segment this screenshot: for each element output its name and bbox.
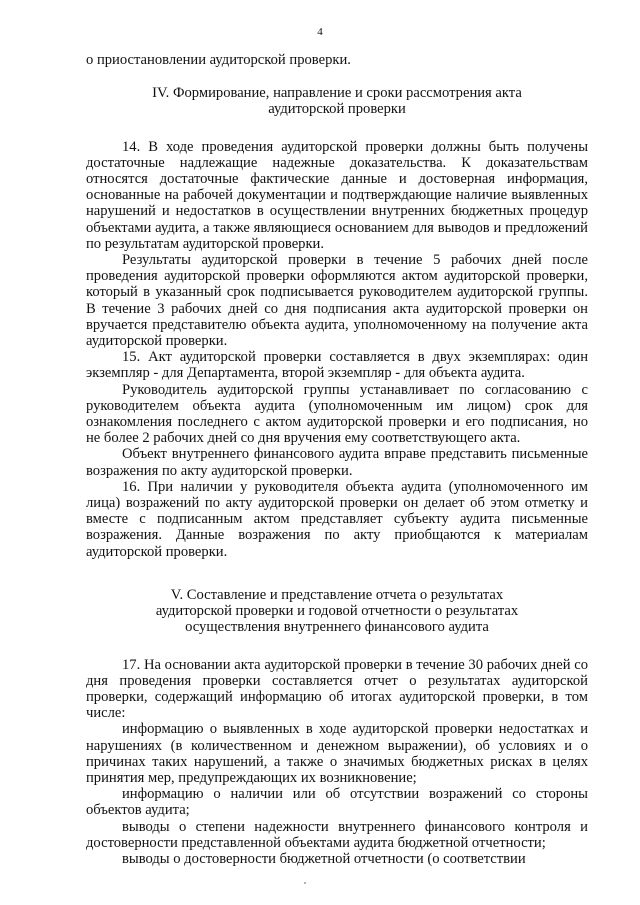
paragraph-15-objections: Объект внутреннего финансового аудита вправе представить письменные возражения по акту аудиторской проверки. <box>86 446 588 479</box>
section-5-heading-line-3: осуществления внутреннего финансового аудита <box>185 619 489 636</box>
page-number: 4 <box>317 26 323 38</box>
paragraph-14: 14. В ходе проведения аудиторской проверки должны быть получены достаточные надлежащие надежные доказательства. К доказательствам относятся достаточные фактические данные и достоверная информация, основанные на рабочей документации и подтверждающие наличие выявленных нарушений и недостатков в осуществлении внутренних бюджетных процедур объектами аудита, а также являющиеся основанием для выводов и предложений по результатам аудиторской проверки. <box>86 138 588 252</box>
paragraph-15-head-deadline: Руководитель аудиторской группы устанавливает по согласованию с руководителем объекта аудита (уполномоченным им лицом) срок для ознакомления последнего с актом аудиторской проверки и его подписания, но не более 2 рабочих дней со дня вручения ему соответствующего акта. <box>86 381 588 447</box>
report-item-deficiencies: информацию о выявленных в ходе аудиторской проверки недостатках и нарушениях (в количественном и денежном выражении), об условиях и о причинах таких нарушений, а также о значимых бюджетных рисках в целях принятия мер, предупреждающих их возникновение; <box>86 721 588 786</box>
report-item-reporting-reliability: выводы о достоверности бюджетной отчетности (о соответствии <box>122 850 526 867</box>
paragraph-15: 15. Акт аудиторской проверки составляется в двух экземплярах: один экземпляр - для Департамента, второй экземпляр - для объекта аудита. <box>86 349 588 382</box>
section-4-heading-line-1: IV. Формирование, направление и сроки рассмотрения акта <box>152 85 522 102</box>
section-5-heading-line-2: аудиторской проверки и годовой отчетности о результатах <box>155 603 519 620</box>
report-item-objections: информацию о наличии или об отсутствии возражений со стороны объектов аудита; <box>86 786 588 819</box>
document-body <box>86 52 588 867</box>
paragraph-16: 16. При наличии у руководителя объекта аудита (уполномоченного им лица) возражений по акту аудиторской проверки он делает об этом отметку и вместе с подписанным актом представляет субъекту аудита письменные возражения. Данные возражения по акту приобщаются к материалам аудиторской проверки. <box>86 478 588 560</box>
section-4-heading-line-2: аудиторской проверки <box>268 101 406 118</box>
section-4-heading <box>86 85 588 117</box>
section-5-heading <box>86 587 588 636</box>
section-5-heading-line-1: V. Составление и представление отчета о результатах <box>170 586 504 603</box>
intro-line: о приостановлении аудиторской проверки. <box>86 52 351 68</box>
report-item-control-reliability: выводы о степени надежности внутреннего финансового контроля и достоверности представленной объектами аудита бюджетной отчетности; <box>86 818 588 851</box>
scan-speck <box>304 882 306 884</box>
paragraph-14-results: Результаты аудиторской проверки в течение 5 рабочих дней после проведения аудиторской проверки оформляются актом аудиторской проверки, который в указанный срок подписывается руководителем аудиторской группы. В течение 3 рабочих дней со дня подписания акта аудиторской проверки он вручается представителю объекта аудита, уполномоченному на получение акта аудиторской проверки. <box>86 252 588 350</box>
paragraph-17: 17. На основании акта аудиторской проверки в течение 30 рабочих дней со дня проведения проверки составляется отчет о результатах аудиторской проверки, содержащий информацию об итогах аудиторской проверки, в том числе: <box>86 656 588 722</box>
